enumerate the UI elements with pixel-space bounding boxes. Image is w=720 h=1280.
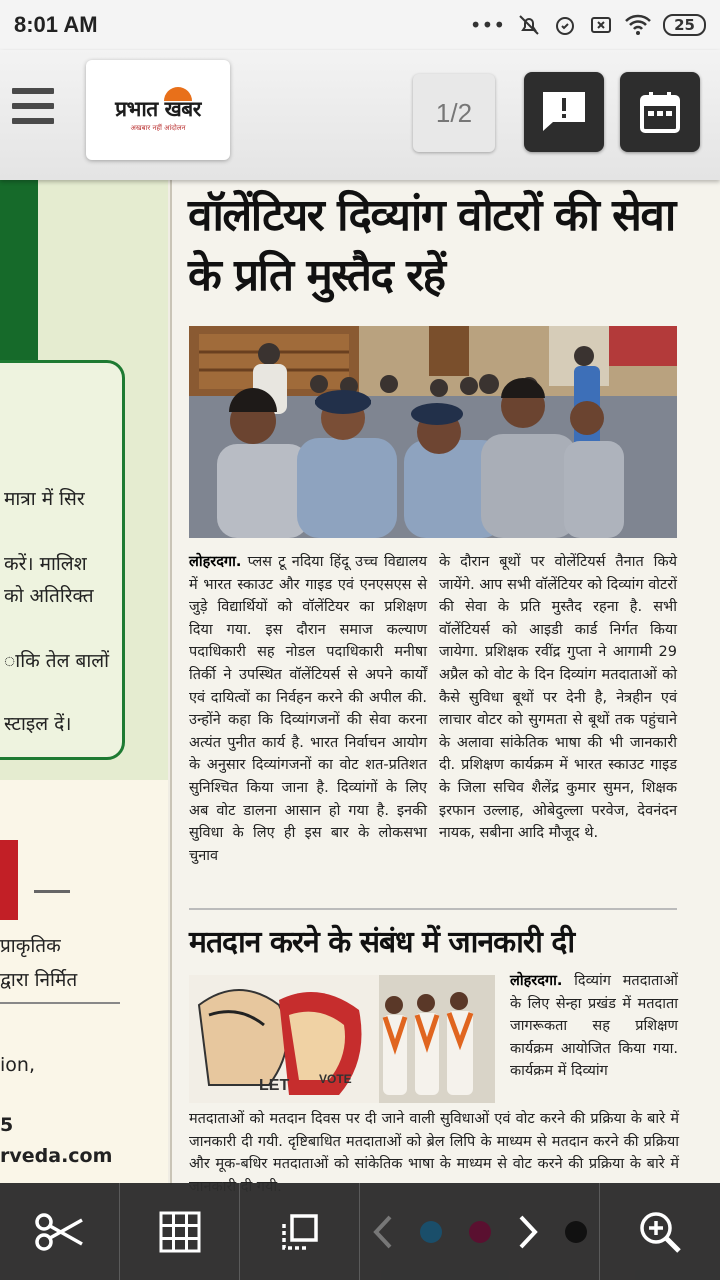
calendar-icon: [638, 90, 682, 134]
status-icons: [470, 13, 706, 37]
color-swatch[interactable]: [420, 1221, 442, 1243]
grid-icon: [160, 1212, 200, 1252]
epaper-page[interactable]: [0, 180, 720, 1185]
ad-line: मात्रा में सिर: [4, 488, 85, 510]
clip-button[interactable]: [0, 1183, 120, 1280]
alarm-icon: [553, 13, 577, 37]
article-2-dateline: लोहरदगा.: [510, 973, 563, 989]
color-swatch[interactable]: [565, 1221, 587, 1243]
no-sim-icon: [589, 13, 613, 37]
menu-icon[interactable]: [12, 88, 54, 124]
more-dots-icon: •••: [469, 13, 506, 37]
zoom-in-icon: [638, 1210, 682, 1254]
crop-icon: [280, 1212, 320, 1252]
status-time: 8:01 AM: [14, 12, 98, 37]
chevron-left-icon[interactable]: [372, 1214, 394, 1250]
ad-lower-section: [0, 780, 168, 1185]
zoom-button[interactable]: [600, 1183, 720, 1280]
article-text: प्लस टू नदिया हिंदू उच्च विद्यालय में भारत स्काउट और गाइड एवं एनएसएस से जुड़े विद्यार्थियों को वॉलेंटियर का प्रशिक्षण दिया गया. इस दौरान समाज कल्याण पदाधिकारी सह नोडल पदाधिकारी मनीषा तिर्की ने उपस्थित वॉलेंटियर्स से अपने कार्यों एवं दायित्वों का निर्वहन करने की अपील की. उन्होंने कहा कि दिव्यांगजनों की सेवा करना अत्यंत पुनीत कार्य है. भारत निर्वाचन आयोग के अनुसार दिव्यांगजनों का वोट शत-प्रतिशत सुनिश्चित किया जाना है. दिव्यांगों के लिए अब वोट डालना आसान हो गया है. इनकी सुविधा के लिए ही इस बार के लोकसभा चुनाव: [189, 554, 427, 864]
article-dateline: लोहरदगा.: [189, 554, 242, 570]
ad-line: को अतिरिक्त: [4, 585, 94, 607]
color-carousel[interactable]: [360, 1183, 600, 1280]
ad-line: ion,: [0, 1054, 35, 1076]
grid-view-button[interactable]: [120, 1183, 240, 1280]
ad-line: 5: [0, 1114, 14, 1136]
ad-line: करें। मालिश: [4, 553, 87, 575]
article-column-1: [189, 551, 427, 867]
left-advertisement: [0, 180, 168, 1185]
message-alert-icon: [539, 89, 589, 135]
news-column: [172, 180, 720, 1185]
mute-bell-icon: [517, 13, 541, 37]
calendar-button[interactable]: [620, 72, 700, 152]
wifi-icon: [625, 14, 651, 36]
article-2-text: दिव्यांग मतदाताओं के लिए सेन्हा प्रखंड में मतदाता जागरूकता सह प्रशिक्षण कार्यक्रम आयोजित किया गया. कार्यक्रम में दिव्यांग: [510, 973, 678, 1080]
bottom-toolbar: [0, 1183, 720, 1280]
logo-text: प्रभात खबर: [115, 97, 201, 121]
ad-line: प्राकृतिक: [0, 935, 61, 957]
article-2-photo[interactable]: [189, 975, 495, 1103]
ad-line: rveda.com: [0, 1145, 113, 1167]
logo-tagline: अखबार नहीं आंदोलन: [130, 124, 186, 132]
app-bar: [0, 50, 720, 180]
ad-line: द्वारा निर्मित: [0, 969, 78, 991]
article-body[interactable]: [189, 551, 677, 867]
article-photo[interactable]: [189, 326, 677, 538]
battery-indicator: 25: [663, 14, 706, 36]
status-bar: [0, 0, 720, 50]
crop-button[interactable]: [240, 1183, 360, 1280]
scissors-icon: [34, 1212, 86, 1252]
page-indicator[interactable]: 1/2: [413, 74, 495, 152]
color-swatch[interactable]: [469, 1221, 491, 1243]
article-column-2: के दौरान बूथों पर वोलेंटियर्स तैनात किये जायेंगे. आप सभी वॉलेंटियर को दिव्यांग वोटरों की सेवा के प्रति मुस्तैद रहना है. सभी वॉलेंटियर्स को आइडी कार्ड निर्गत किया जायेगा. प्रशिक्षक रवींद्र गुप्ता ने आगामी 29 अप्रैल को वोट के दिन दिव्यांग मतदाताओं को कैसे सुविधा बूथों पर देनी है, नेत्रहीन एवं लाचार वोटर को सुगमता से बूथों तक पहुंचाने के अलावा सांकेतिक भाषा की भी जानकारी दी. प्रशिक्षण कार्यक्रम में भारत स्काउट गाइड के जिला सचिव शैलेंद्र कुमार सुमन, शिक्षक इरफान उल्लाह, ओबेदुल्ला परवेज, देवनंदन नायक, सबीना आदि मौजूद थे.: [439, 554, 677, 842]
svg-text:LET: LET: [259, 1077, 290, 1094]
feedback-button[interactable]: [524, 72, 604, 152]
ad-line: स्टाइल दें।: [4, 713, 72, 735]
article-headline[interactable]: वॉलेंटियर दिव्यांग वोटरों की सेवा के प्रति मुस्तैद रहें: [188, 190, 675, 301]
article-2-body-right[interactable]: [510, 970, 678, 1083]
svg-text:VOTE: VOTE: [319, 1072, 352, 1086]
article-2-headline[interactable]: मतदान करने के संबंध में जानकारी दी: [189, 925, 575, 960]
chevron-right-icon[interactable]: [517, 1214, 539, 1250]
ad-line: ाकि तेल बालों: [4, 650, 110, 672]
article-2-body-bottom[interactable]: मतदाताओं को मतदान दिवस पर दी जाने वाली सुविधाओं एवं वोट करने की प्रक्रिया के बारे में जानकारी दी गयी. दृष्टिबाधित मतदाताओं को ब्रेल लिपि के माध्यम से मतदान करने की प्रक्रिया और मूक-बधिर मतदाताओं को सांकेतिक भाषा के माध्यम से वोट करने की प्रक्रिया के बारे में: [189, 1111, 679, 1173]
brand-logo[interactable]: [86, 60, 230, 160]
